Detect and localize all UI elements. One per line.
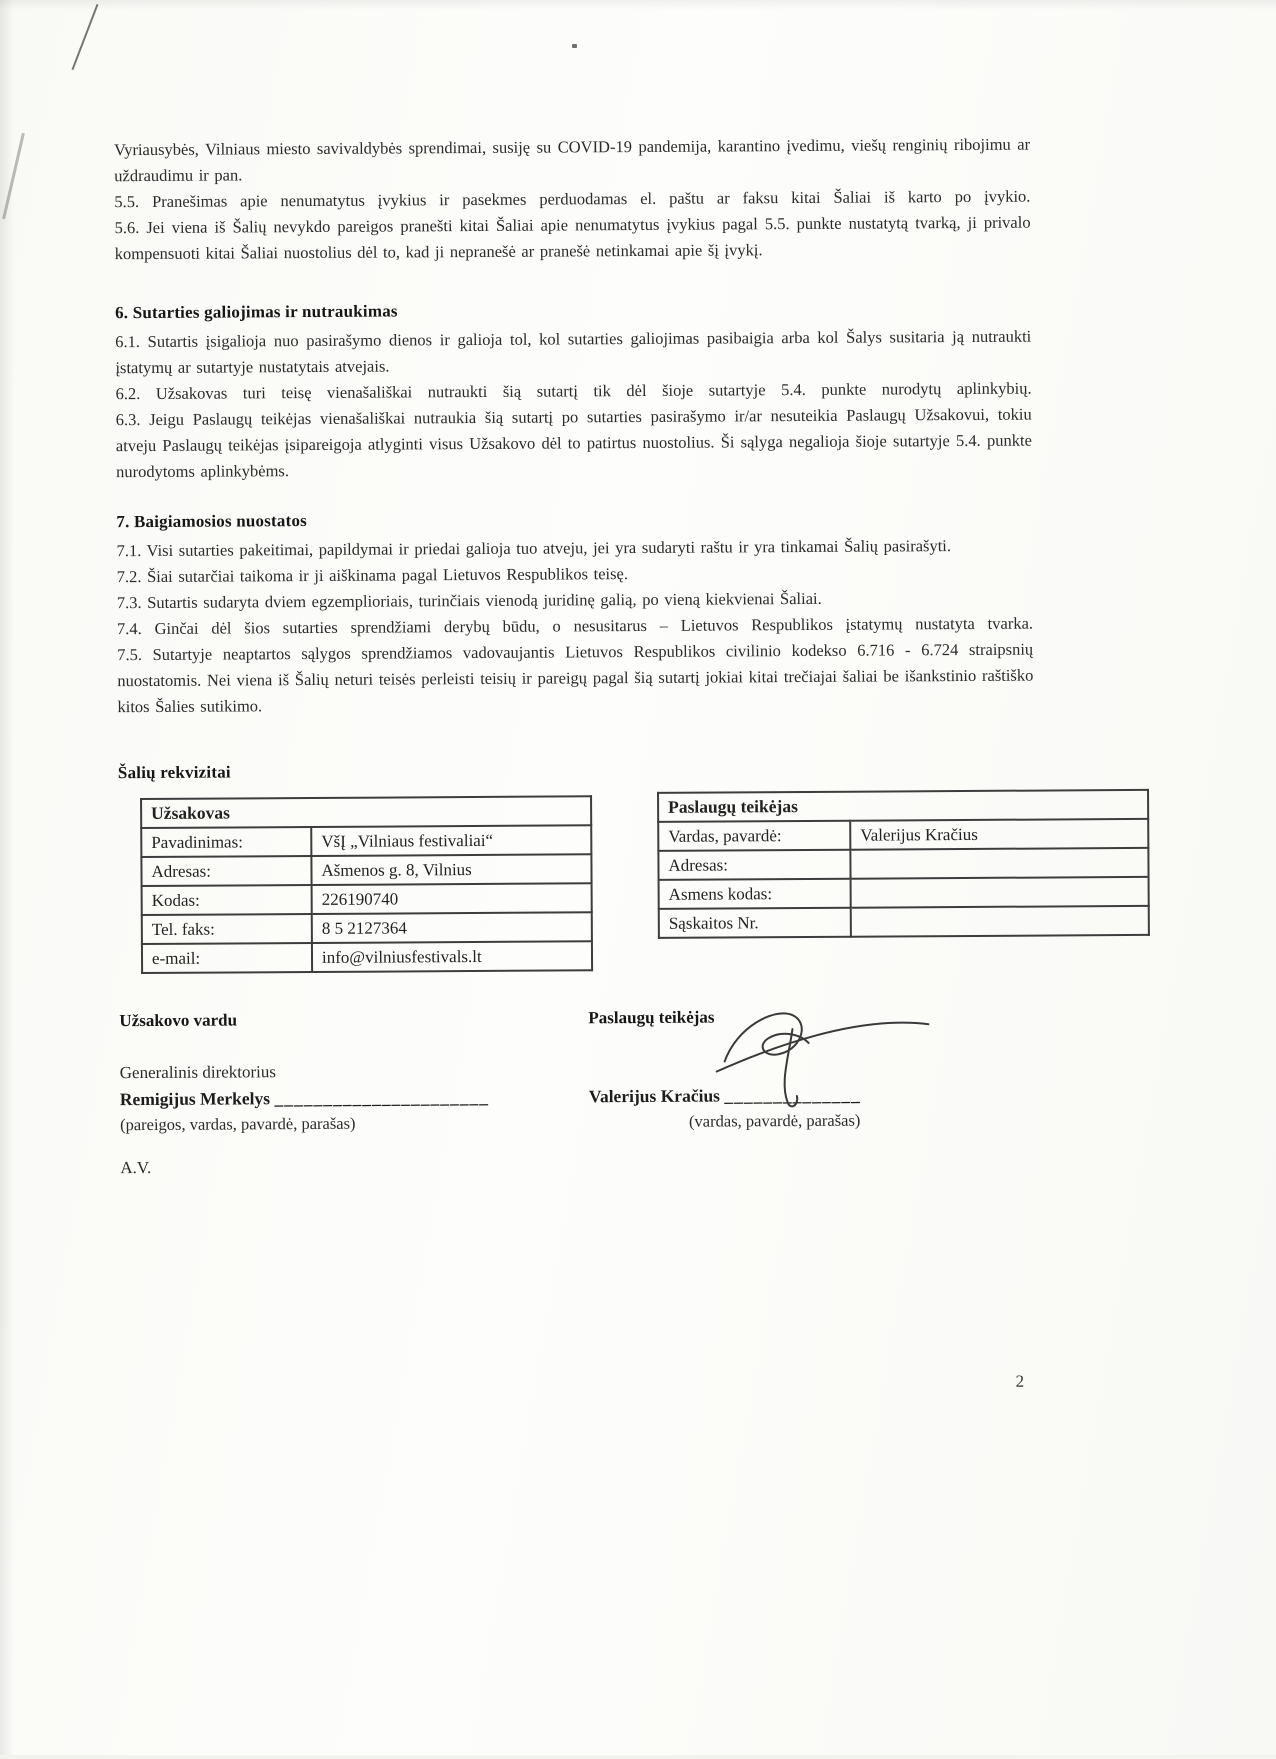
table-label: e-mail:: [142, 943, 312, 973]
table-value: Valerijus Kračius: [850, 819, 1148, 850]
table-value: 8 5 2127364: [312, 912, 592, 943]
table-row: [141, 796, 591, 828]
clause-6-1: 6.1. Sutartis įsigalioja nuo pasirašymo dienos ir galioja tol, kol sutarties galiojimas pasibaigia arba kol Šalys susitaria ją nutraukti įstatymų ar sutartyje nustatytais atvejais.: [115, 326, 1032, 378]
client-signature-caption: (pareigos, vardas, pavardė, parašas): [119, 1113, 356, 1135]
table-row: [658, 848, 1148, 880]
clause-5-6: 5.6. Jei viena iš Šalių nevykdo pareigos pranešti kitai Šaliai apie nenumatytus įvykius pagal 5.5. punkte nustatytą tvarką, ji privalo kompensuoti kitai Šaliai nuostolius dėl to, kad ji nepranešė ar pranešė netinkamai apie šį įvykį.: [114, 212, 1031, 264]
clause-7-1: 7.1. Visi sutarties pakeitimai, papildymai ir priedai galioja tuo atveju, jei yra sudaryti raštu ir yra tinkamai Šalių pasirašyti.: [116, 536, 952, 561]
table-row: [142, 941, 592, 973]
clause-5-5: 5.5. Pranešimas apie nenumatytus įvykius ir pasekmes perduodamas el. paštu ar faksu kitai Šaliai iš karto po įvykio.: [114, 186, 1031, 212]
table-header-uzsakovas: Užsakovas: [141, 796, 591, 828]
clause-7-5: 7.5. Sutartyje neaptartos sąlygos sprendžiamos vadovaujantis Lietuvos Respublikos civilinio kodekso 6.716 - 6.724 straipsnių nuostatomis. Nei viena iš Šalių neturi teisės perleisti teisių ir pareigų pagal šią sutartį jokiai kitai trečiajai šaliai be išankstinio raštiško kitos Šalies sutikimo.: [117, 639, 1034, 717]
client-signer-position: Generalinis direktorius: [119, 1062, 277, 1083]
table-label: Adresas:: [141, 856, 311, 886]
table-value-empty: [850, 848, 1148, 879]
table-header-paslaugu-teikejas: Paslaugų teikėjas: [658, 790, 1148, 822]
clause-7-3: 7.3. Sutartis sudaryta dviem egzemplioriais, turinčiais vienodą juridinę galią, po vieną kiekvienai Šaliai.: [116, 588, 822, 613]
table-value: Ašmenos g. 8, Vilnius: [311, 854, 591, 885]
section-6-heading: 6. Sutarties galiojimas ir nutraukimas: [115, 301, 398, 323]
stamp-placeholder-av: A.V.: [120, 1157, 152, 1178]
client-signer-name-row: [120, 1087, 489, 1110]
client-signature-line: ______________________: [274, 1086, 489, 1109]
provider-signature-title: Paslaugų teikėjas: [588, 1007, 715, 1028]
section-7-body: [116, 533, 1033, 721]
requisites-heading: Šalių rekvizitai: [117, 762, 231, 783]
client-requisites-table: [140, 795, 593, 974]
client-signature-title: Užsakovo vardu: [119, 1010, 238, 1031]
table-label: Kodas:: [142, 885, 312, 915]
table-row: [659, 906, 1149, 938]
clause-6-2: 6.2. Užsakovas turi teisę vienašališkai nutraukti šią sutartį tik dėl šioje sutartyje 5.4. punkte nurodytų aplinkybių.: [115, 378, 1032, 404]
table-label: Vardas, pavardė:: [658, 821, 850, 851]
section-5-continuation: [114, 132, 1031, 268]
section-6-body: [115, 324, 1032, 486]
table-label: Tel. faks:: [142, 914, 312, 944]
paragraph-intro: Vyriausybės, Vilniaus miesto savivaldybės sprendimai, susiję su COVID-19 pandemija, karantino įvedimu, viešų renginių ribojimu ar uždraudimu ir pan.: [114, 134, 1031, 186]
table-value: info@vilniusfestivals.lt: [312, 941, 592, 972]
table-label: Pavadinimas:: [141, 827, 311, 857]
table-row: [659, 877, 1149, 909]
section-7-heading: 7. Baigiamosios nuostatos: [116, 511, 308, 532]
table-value: 226190740: [312, 883, 592, 914]
provider-requisites-table: [657, 789, 1150, 939]
table-row: [141, 854, 591, 886]
provider-signature-line: ______________: [724, 1084, 861, 1106]
provider-signer-name: Valerijus Kračius: [588, 1085, 721, 1107]
clause-7-4: 7.4. Ginčai dėl šios sutarties sprendžiami derybų būdu, o nesusitarus – Lietuvos Respublikos įstatymų nustatyta tvarka.: [116, 613, 1034, 639]
client-signer-name: Remigijus Merkelys: [119, 1088, 271, 1110]
table-row: [658, 819, 1148, 851]
table-label: Adresas:: [658, 850, 850, 880]
table-value-empty: [851, 906, 1149, 937]
table-row: [142, 912, 592, 944]
table-row: [658, 790, 1148, 822]
table-label: Asmens kodas:: [659, 879, 851, 909]
table-row: [141, 825, 591, 857]
page-number: 2: [1015, 1371, 1025, 1391]
table-value: VšĮ „Vilniaus festivaliai“: [311, 825, 591, 856]
provider-signature-caption: (vardas, pavardė, parašas): [688, 1110, 861, 1131]
table-row: [142, 883, 592, 915]
handwritten-signature: [696, 998, 937, 1114]
clause-7-2: 7.2. Šiai sutarčiai taikoma ir ji aiškinama pagal Lietuvos Respublikos teisę.: [116, 564, 629, 587]
table-value-empty: [851, 877, 1149, 908]
clause-6-3: 6.3. Jeigu Paslaugų teikėjas vienašališkai nutraukia šią sutartį po sutarties pasirašymo ir/ar nesuteikia Paslaugų Užsakovui, tokiu atveju Paslaugų teikėjas įsipareigoja atlyginti visus Užsakovo dėl to patirtus nuostolius. Ši sąlyga negalioja šioje sutartyje 5.4. punkte nurodytoms aplinkybėms.: [115, 404, 1032, 482]
table-label: Sąskaitos Nr.: [659, 908, 851, 938]
